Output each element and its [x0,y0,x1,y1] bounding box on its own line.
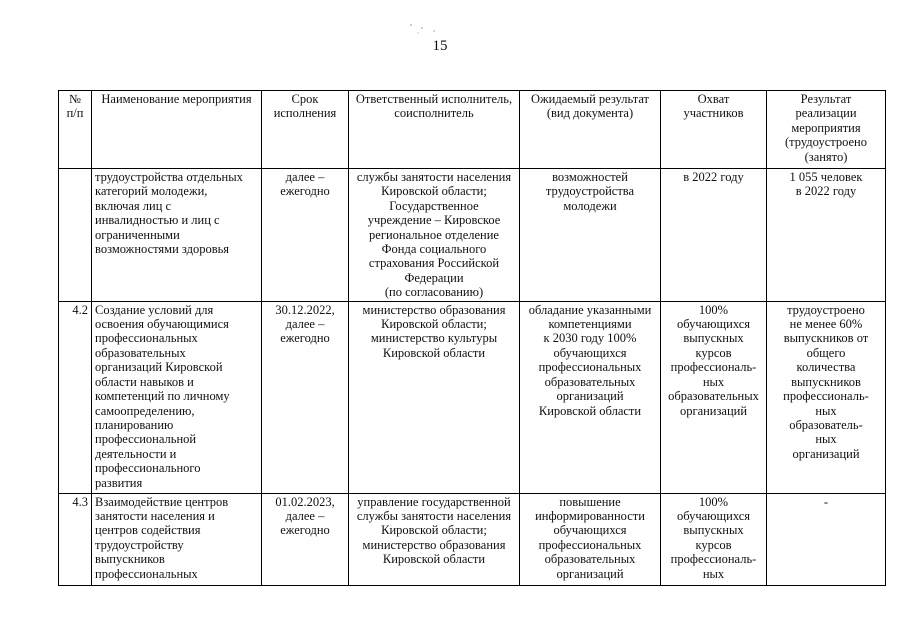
header-number: № п/п [59,91,92,169]
cell-term: 01.02.2023, далее – ежегодно [262,493,349,585]
page-number: 15 [432,38,448,54]
cell-executor: управление государственной службы занятости населения Кировской области; министерство образования Кировской области [349,493,520,585]
cell-number: 4.3 [59,493,92,585]
header-coverage: Охват участников [661,91,767,169]
table-row [59,301,886,493]
header-executor: Ответственный исполнитель, соисполнитель [349,91,520,169]
measures-table [58,90,886,586]
header-expected-result: Ожидаемый результат (вид документа) [520,91,661,169]
cell-expected-result: обладание указанными компетенциями к 2030 году 100% обучающихся профессиональных образовательных организаций Кировской области [520,301,661,493]
cell-outcome: - [767,493,886,585]
cell-term: 30.12.2022, далее – ежегодно [262,301,349,493]
cell-number [59,169,92,302]
cell-expected-result: возможностей трудоустройства молодежи [520,169,661,302]
cell-executor: министерство образования Кировской области; министерство культуры Кировской области [349,301,520,493]
cell-measure-name: Взаимодействие центров занятости населения и центров содействия трудоустройству выпускников профессиональных [92,493,262,585]
header-measure-name: Наименование мероприятия [92,91,262,169]
cell-outcome: 1 055 человек в 2022 году [767,169,886,302]
table-row [59,169,886,302]
cell-executor: службы занятости населения Кировской области; Государственное учреждение – Кировское региональное отделение Фонда социального страхования Российской Федерации (по согласованию) [349,169,520,302]
cell-coverage: в 2022 году [661,169,767,302]
scan-speck-marks [408,22,438,36]
cell-measure-name: трудоустройства отдельных категорий молодежи, включая лиц с инвалидностью и лиц с ограниченными возможностями здоровья [92,169,262,302]
table-header-row [59,91,886,169]
header-term: Срок исполнения [262,91,349,169]
cell-coverage: 100% обучающихся выпускных курсов профессиональ- ных [661,493,767,585]
cell-number: 4.2 [59,301,92,493]
cell-term: далее – ежегодно [262,169,349,302]
cell-measure-name: Создание условий для освоения обучающимися профессиональных образовательных организаций Кировской области навыков и компетенций по личному самоопределению, планированию профессиональной деятельности и профессионального развития [92,301,262,493]
header-outcome: Результат реализации мероприятия (трудоустроено (занято) [767,91,886,169]
cell-expected-result: повышение информированности обучающихся профессиональных образовательных организаций [520,493,661,585]
table-row [59,493,886,585]
cell-outcome: трудоустроено не менее 60% выпускников от общего количества выпускников профессиональ- ных образователь- ных организаций [767,301,886,493]
cell-coverage: 100% обучающихся выпускных курсов профессиональ- ных образовательных организаций [661,301,767,493]
